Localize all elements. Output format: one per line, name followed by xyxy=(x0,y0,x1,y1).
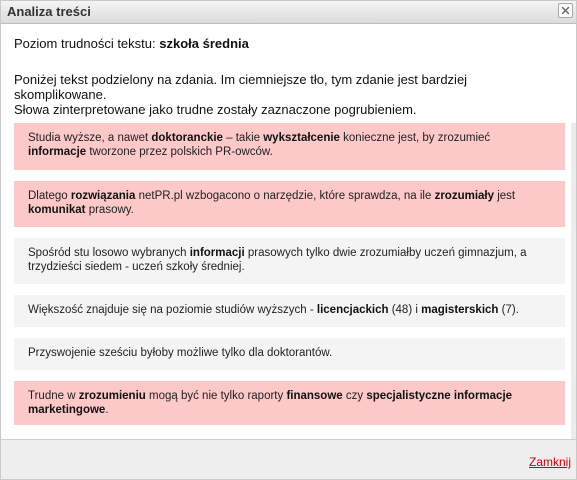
sentence-segment: mogą być nie tylko raporty xyxy=(145,390,287,402)
sentence-segment: Spośród stu losowo wybranych xyxy=(28,247,190,259)
sentence-box xyxy=(14,181,565,227)
sentence-segment: (48) i xyxy=(388,304,422,316)
difficult-word: doktoranckie xyxy=(151,132,223,144)
dialog-titlebar[interactable] xyxy=(1,1,576,24)
sentence-segment: Przyswojenie sześciu byłoby możliwe tylko dla doktorantów. xyxy=(28,347,333,359)
sentence-list xyxy=(14,123,565,436)
sentence-segment: Większość znajduje się na poziomie studiów wyższych - xyxy=(28,304,317,316)
difficult-word: informacje xyxy=(28,146,87,158)
sentence-text xyxy=(28,189,551,217)
sentence-box xyxy=(14,238,565,284)
intro-text xyxy=(14,72,559,117)
dialog-footer xyxy=(1,439,576,479)
difficult-word: finansowe xyxy=(286,390,343,402)
sentence-text xyxy=(28,389,551,417)
sentence-segment: – takie xyxy=(222,132,264,144)
close-button[interactable] xyxy=(558,3,573,18)
difficult-word: rozwiązania xyxy=(70,190,136,202)
difficult-word: wykształcenie xyxy=(263,132,340,144)
sentence-text xyxy=(28,131,551,159)
sentence-segment: prasowych tylko dwie zrozumiałby uczeń gimnazjum, a trzydzieści siedem - uczeń szkoły średniej. xyxy=(28,247,527,273)
sentence-segment: netPR.pl wzbogacono o narzędzie, które sprawdza, na ile xyxy=(135,190,435,202)
sentence-segment: Studia wyższe, a nawet xyxy=(28,132,152,144)
intro-line-1: Poniżej tekst podzielony na zdania. Im ciemniejsze tło, tym zdanie jest bardziej skomplikowane. xyxy=(14,72,468,102)
difficult-word: specjalistyczne informacje marketingowe xyxy=(28,390,513,416)
close-link[interactable]: Zamknij xyxy=(528,455,571,469)
scrollbar[interactable] xyxy=(571,123,576,441)
sentence-segment: Trudne w xyxy=(28,390,79,402)
close-icon xyxy=(559,4,572,17)
sentence-segment: czy xyxy=(342,390,367,402)
sentence-text xyxy=(28,346,551,360)
sentence-box xyxy=(14,381,565,425)
sentence-segment: Dlatego xyxy=(28,190,71,202)
difficult-word: zrozumieniu xyxy=(78,390,146,402)
sentence-segment: . xyxy=(105,404,109,416)
sentence-segment: tworzone przez polskich PR-owców. xyxy=(86,146,273,158)
sentence-segment: (7). xyxy=(498,304,519,316)
difficult-word: komunikat xyxy=(28,204,86,216)
sentence-segment: jest xyxy=(494,190,516,202)
sentence-box xyxy=(14,295,565,327)
intro-line-2: Słowa zinterpretowane jako trudne zostały zaznaczone pogrubieniem. xyxy=(14,102,417,117)
sentence-text xyxy=(28,303,551,317)
sentence-text xyxy=(28,246,551,274)
difficult-word: zrozumiały xyxy=(434,190,495,202)
sentence-segment: konieczne jest, by zrozumieć xyxy=(339,132,491,144)
sentence-box xyxy=(14,338,565,370)
dialog-title: Analiza treści xyxy=(7,4,91,19)
difficult-word: licencjackich xyxy=(316,304,389,316)
difficult-word: magisterskich xyxy=(421,304,499,316)
difficulty-level-label: Poziom trudności tekstu: xyxy=(14,36,156,51)
difficulty-level-value: szkoła średnia xyxy=(159,36,249,51)
sentence-segment: prasowy. xyxy=(85,204,134,216)
difficult-word: informacji xyxy=(189,247,245,259)
dialog-content xyxy=(1,24,576,441)
sentence-box xyxy=(14,123,565,170)
difficulty-level-line xyxy=(14,36,249,51)
